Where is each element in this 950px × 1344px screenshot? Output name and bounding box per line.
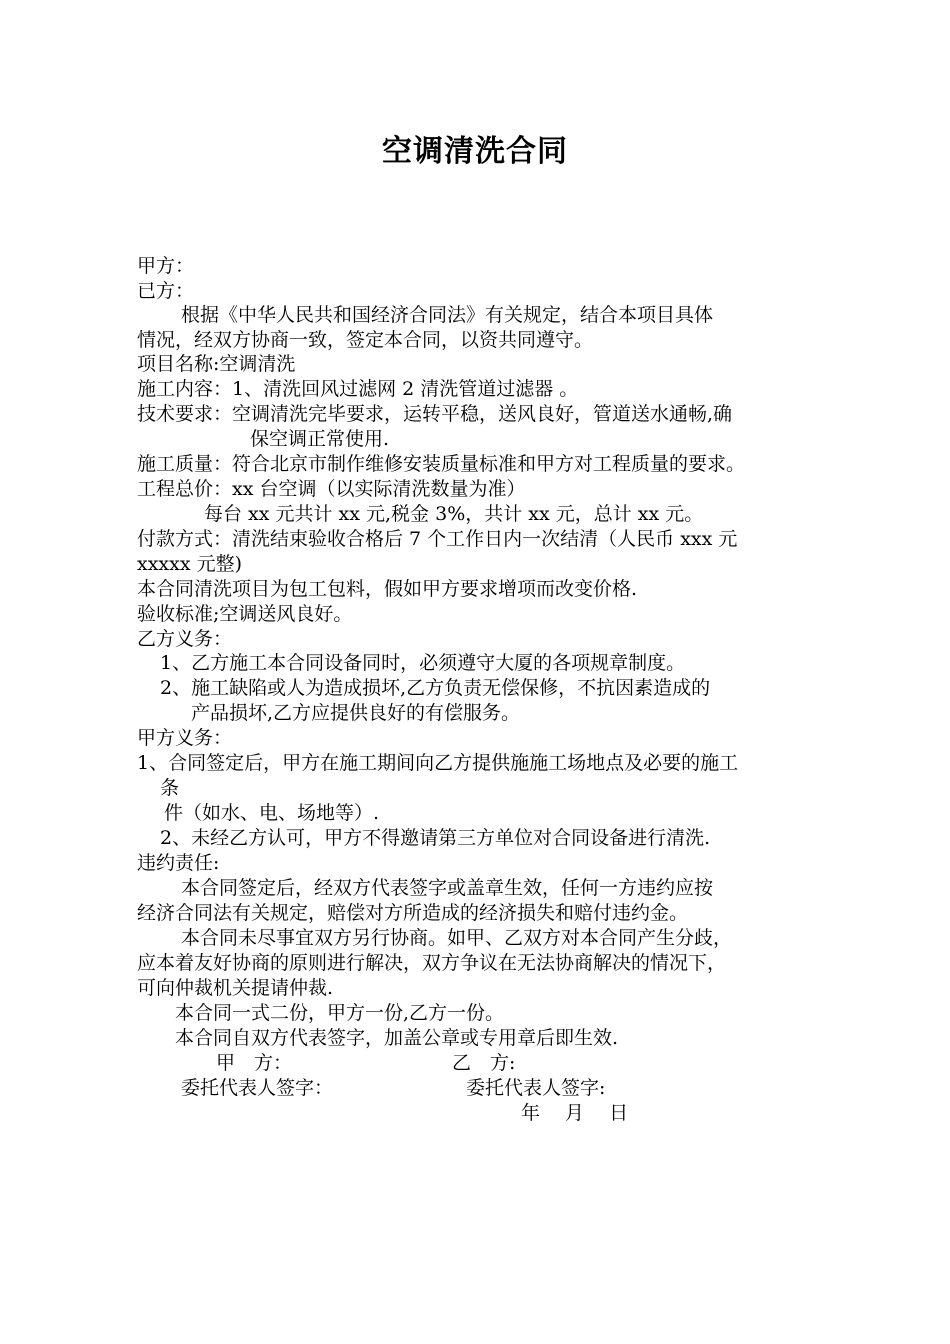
copies-line: 本合同一式二份，甲方一份,乙方一份。 xyxy=(175,1002,505,1024)
party-a-duties-heading: 甲方义务： xyxy=(137,727,233,749)
party-a-duty-1-line-2: 条 xyxy=(160,777,180,799)
package-line: 本合同清洗项目为包工包料，假如甲方要求增项而改变价格. xyxy=(137,578,638,600)
dispute-line-1: 本合同未尽事宜双方另行协商。如甲、乙双方对本合同产生分歧， xyxy=(181,927,733,949)
breach-heading: 违约责任: xyxy=(137,852,220,874)
payment-line-1: 付款方式：清洗结束验收合格后 7 个工作日内一次结清（人民币 xxx 元 xyxy=(137,528,738,550)
payment-line-2: xxxxx 元整) xyxy=(137,553,243,575)
party-a-sign-label: 甲 方： xyxy=(216,1052,293,1074)
party-b-duty-2-line-2: 产品损坏,乙方应提供良好的有偿服务。 xyxy=(191,702,521,724)
party-b-duties-heading: 乙方义务： xyxy=(137,628,233,650)
party-b-duty-2-line-1: 2、施工缺陷或人为造成损坏,乙方负责无偿保修，不抗因素造成的 xyxy=(160,677,711,699)
party-a-rep-signature: 委托代表人签字： xyxy=(181,1077,334,1099)
party-a-duty-1-line-1: 1、合同签定后，甲方在施工期间向乙方提供施施工场地点及必要的施工 xyxy=(137,752,739,774)
dispute-line-2: 应本着友好协商的原则进行解决，双方争议在无法协商解决的情况下， xyxy=(137,952,727,974)
party-b-line: 已方： xyxy=(137,280,195,302)
tech-requirement-line-2: 保空调正常使用. xyxy=(250,428,390,450)
effective-line: 本合同自双方代表签字，加盖公章或专用章后即生效. xyxy=(175,1027,619,1049)
party-b-rep-signature: 委托代表人签字: xyxy=(466,1077,606,1099)
dispute-line-3: 可向仲裁机关提请仲裁. xyxy=(137,977,334,999)
project-name-line: 项目名称:空调清洗 xyxy=(137,353,296,375)
party-a-duty-2: 2、未经乙方认可，甲方不得邀请第三方单位对合同设备进行清洗. xyxy=(160,827,711,849)
intro-line-2: 情况，经双方协商一致，签定本合同，以资共同遵守。 xyxy=(137,329,594,351)
breach-line-1: 本合同签定后，经双方代表签字或盖章生效，任何一方违约应按 xyxy=(181,877,714,899)
quality-line: 施工质量：符合北京市制作维修安装质量标准和甲方对工程质量的要求。 xyxy=(137,453,746,475)
party-a-line: 甲方： xyxy=(137,255,195,277)
tech-requirement-line-1: 技术要求：空调清洗完毕要求，运转平稳，送风良好，管道送水通畅,确 xyxy=(137,403,733,425)
total-price-line: 工程总价：xx 台空调（以实际清洗数量为准） xyxy=(137,478,526,500)
party-b-duty-1: 1、乙方施工本合同设备同时，必须遵守大厦的各项规章制度。 xyxy=(160,652,686,674)
document-title: 空调清洗合同 xyxy=(382,134,568,169)
party-b-sign-label: 乙 方: xyxy=(452,1052,516,1074)
unit-price-line: 每台 xx 元共计 xx 元,税金 3%，共计 xx 元，总计 xx 元。 xyxy=(204,503,704,525)
intro-line-1: 根据《中华人民共和国经济合同法》有关规定，结合本项目具体 xyxy=(181,304,714,326)
breach-line-2: 经济合同法有关规定，赔偿对方所造成的经济损失和赔付违约金。 xyxy=(137,902,689,924)
acceptance-line: 验收标准;空调送风良好。 xyxy=(137,603,353,625)
party-a-duty-1-line-3: 件（如水、电、场地等）. xyxy=(164,802,380,824)
work-content-line: 施工内容：1、清洗回风过滤网 2 清洗管道过滤器 。 xyxy=(137,378,579,400)
signing-date: 年 月 日 xyxy=(521,1102,629,1124)
